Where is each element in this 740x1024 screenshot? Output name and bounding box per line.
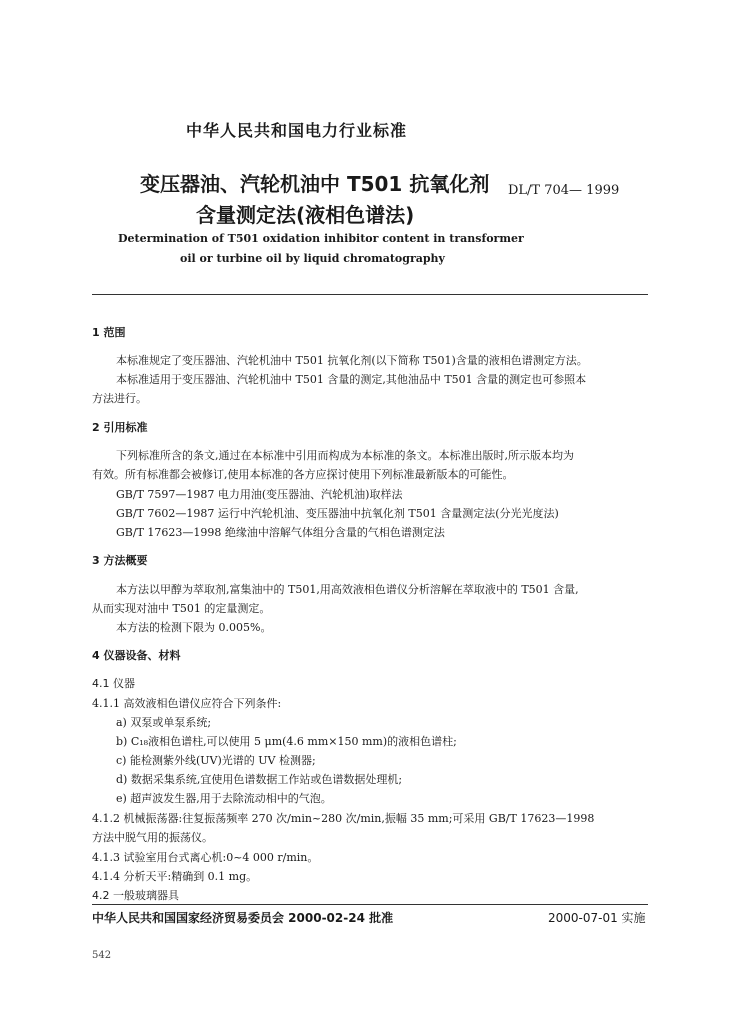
footer-divider <box>92 904 648 905</box>
section-2-para-1-cont: 有效。所有标准都会被修订,使用本标准的各方应探讨使用下列标准最新版本的可能性。 <box>92 468 514 481</box>
reference-3: GB/T 17623—1998 绝缘油中溶解气体组分含量的气相色谱测定法 <box>116 526 445 539</box>
document-title-line1: 变压器油、汽轮机油中 T501 抗氧化剂 <box>140 172 490 196</box>
issuer-title: 中华人民共和国电力行业标准 <box>186 121 408 140</box>
section-1-para-1: 本标准规定了变压器油、汽轮机油中 T501 抗氧化剂(以下简称 T501)含量的液相色谱测定方法。 <box>116 354 588 367</box>
section-1-para-2: 本标准适用于变压器油、汽轮机油中 T501 含量的测定,其他油品中 T501 含量的测定也可参照本 <box>116 373 587 386</box>
english-title-line2: oil or turbine oil by liquid chromatography <box>180 252 445 265</box>
section-3-heading: 3 方法概要 <box>92 554 148 567</box>
list-item-a: a) 双泵或单泵系统; <box>116 716 212 729</box>
header-divider <box>92 294 648 295</box>
list-item-d: d) 数据采集系统,宜使用色谱数据工作站或色谱数据处理机; <box>116 773 403 786</box>
clause-4-1-3: 4.1.3 试验室用台式离心机:0~4 000 r/min。 <box>92 851 319 864</box>
section-3-para-1: 本方法以甲醇为萃取剂,富集油中的 T501,用高效液相色谱仪分析溶解在萃取液中的 T501 含量, <box>116 583 579 596</box>
list-item-b: b) C₁₈液相色谱柱,可以使用 5 μm(4.6 mm×150 mm)的液相色谱柱; <box>116 735 457 748</box>
clause-4-1-4: 4.1.4 分析天平:精确到 0.1 mg。 <box>92 870 258 883</box>
reference-2: GB/T 7602—1987 运行中汽轮机油、变压器油中抗氧化剂 T501 含量测定法(分光光度法) <box>116 507 559 520</box>
list-item-e: e) 超声波发生器,用于去除流动相中的气泡。 <box>116 792 332 805</box>
section-2-para-1: 下列标准所含的条文,通过在本标准中引用而构成为本标准的条文。本标准出版时,所示版本均为 <box>116 449 574 462</box>
section-4-heading: 4 仪器设备、材料 <box>92 649 181 662</box>
clause-4-1-2-cont: 方法中脱气用的振荡仪。 <box>92 831 213 844</box>
section-1-heading: 1 范围 <box>92 326 126 339</box>
approval-line: 中华人民共和国国家经济贸易委员会 2000-02-24 批准 <box>92 911 394 925</box>
section-2-heading: 2 引用标准 <box>92 421 148 434</box>
standard-code: DL/T 704— 1999 <box>508 183 620 198</box>
section-3-para-1-cont: 从而实现对油中 T501 的定量测定。 <box>92 602 271 615</box>
reference-1: GB/T 7597—1987 电力用油(变压器油、汽轮机油)取样法 <box>116 488 403 501</box>
list-item-c: c) 能检测紫外线(UV)光谱的 UV 检测器; <box>116 754 316 767</box>
section-3-para-2: 本方法的检测下限为 0.005%。 <box>116 621 272 634</box>
clause-4-1-1: 4.1.1 高效液相色谱仪应符合下列条件: <box>92 697 282 710</box>
english-title-line1: Determination of T501 oxidation inhibitor content in transformer <box>118 232 524 245</box>
section-4-1-heading: 4.1 仪器 <box>92 677 135 690</box>
implementation-date: 2000-07-01 实施 <box>548 911 646 925</box>
section-1-para-2-cont: 方法进行。 <box>92 392 147 405</box>
document-title-line2: 含量测定法(液相色谱法) <box>196 203 415 227</box>
page-number: 542 <box>92 950 112 961</box>
clause-4-1-2: 4.1.2 机械振荡器:往复振荡频率 270 次/min~280 次/min,振幅 35 mm;可采用 GB/T 17623—1998 <box>92 812 595 825</box>
section-4-2-heading: 4.2 一般玻璃器具 <box>92 889 179 902</box>
